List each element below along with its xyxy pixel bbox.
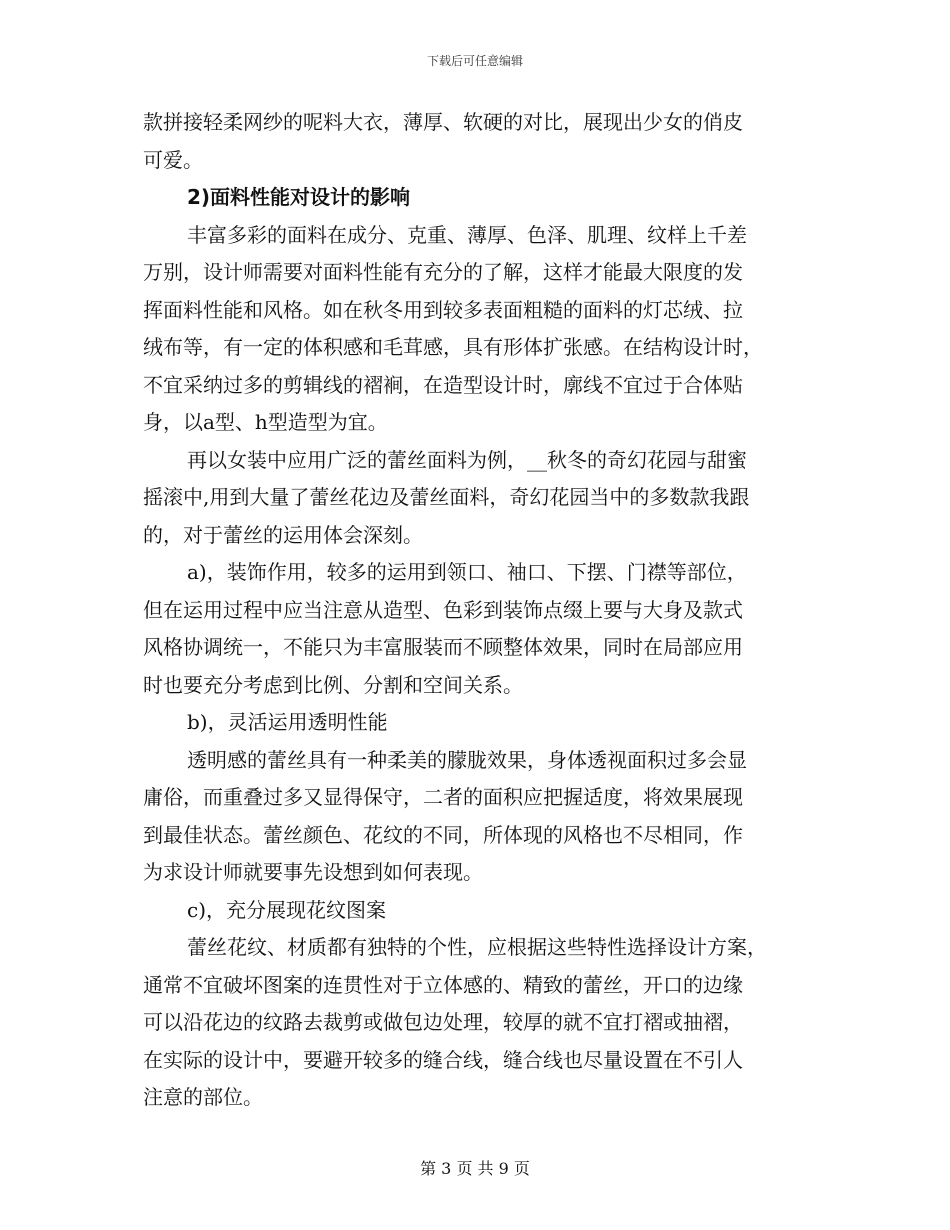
body-line: 为求设计师就要事先设想到如何表现。 xyxy=(143,860,483,884)
section-heading: 2)面料性能对设计的影响 xyxy=(187,185,411,209)
subsection-label: b)，灵活运用透明性能 xyxy=(187,710,388,734)
body-line: 注意的部位。 xyxy=(143,1085,263,1109)
body-line: 庸俗，而重叠过多又显得保守，二者的面积应把握适度，将效果展现 xyxy=(143,785,743,809)
body-line: 蕾丝花纹、材质都有独特的个性，应根据这些特性选择设计方案， xyxy=(187,935,767,959)
body-line: 通常不宜破坏图案的连贯性对于立体感的、精致的蕾丝，开口的边缘 xyxy=(143,972,743,997)
body-line: 再以女装中应用广泛的蕾丝面料为例，__秋冬的奇幻花园与甜蜜 xyxy=(187,447,747,472)
body-line: 丰富多彩的面料在成分、克重、薄厚、色泽、肌理、纹样上千差 xyxy=(187,222,747,247)
page-number: 第 3 页 共 9 页 xyxy=(420,1159,530,1178)
document-body xyxy=(143,104,807,1117)
body-line: 风格协调统一，不能只为丰富服装而不顾整体效果，同时在局部应用 xyxy=(143,635,743,659)
body-line: 可以沿花边的纹路去裁剪或做包边处理，较厚的就不宜打褶或抽褶， xyxy=(143,1010,743,1034)
page-header: 下载后可任意编辑 xyxy=(426,54,523,68)
body-line: 时也要充分考虑到比例、分割和空间关系。 xyxy=(143,672,523,697)
body-line: 绒布等，有一定的体积感和毛茸感，具有形体扩张感。在结构设计时， xyxy=(143,335,763,359)
body-line: 摇滚中,用到大量了蕾丝花边及蕾丝面料，奇幻花园当中的多数款我跟 xyxy=(143,485,750,509)
body-line: 挥面料性能和风格。如在秋冬用到较多表面粗糙的面料的灯芯绒、拉 xyxy=(143,297,743,322)
body-line: 可爱。 xyxy=(143,147,203,172)
body-line: 透明感的蕾丝具有一种柔美的朦胧效果，身体透视面积过多会显 xyxy=(187,747,747,772)
body-line: 万别，设计师需要对面料性能有充分的了解，这样才能最大限度的发 xyxy=(143,260,743,284)
body-line: 但在运用过程中应当注意从造型、色彩到装饰点缀上要与大身及款式 xyxy=(143,597,743,622)
body-line: 身，以a型、h型造型为宜。 xyxy=(143,410,388,434)
body-line: 在实际的设计中，要避开较多的缝合线，缝合线也尽量设置在不引人 xyxy=(143,1047,743,1072)
subsection-label: c)，充分展现花纹图案 xyxy=(187,897,387,922)
body-line: 不宜采纳过多的剪辑线的褶裥，在造型设计时，廓线不宜过于合体贴 xyxy=(143,372,743,397)
body-line: 款拼接轻柔网纱的呢料大衣，薄厚、软硬的对比，展现出少女的俏皮 xyxy=(143,110,743,134)
body-line: 到最佳状态。蕾丝颜色、花纹的不同，所体现的风格也不尽相同，作 xyxy=(143,822,743,847)
body-line: a)，装饰作用，较多的运用到领口、袖口、下摆、门襟等部位， xyxy=(187,560,747,584)
body-line: 的，对于蕾丝的运用体会深刻。 xyxy=(143,522,423,547)
